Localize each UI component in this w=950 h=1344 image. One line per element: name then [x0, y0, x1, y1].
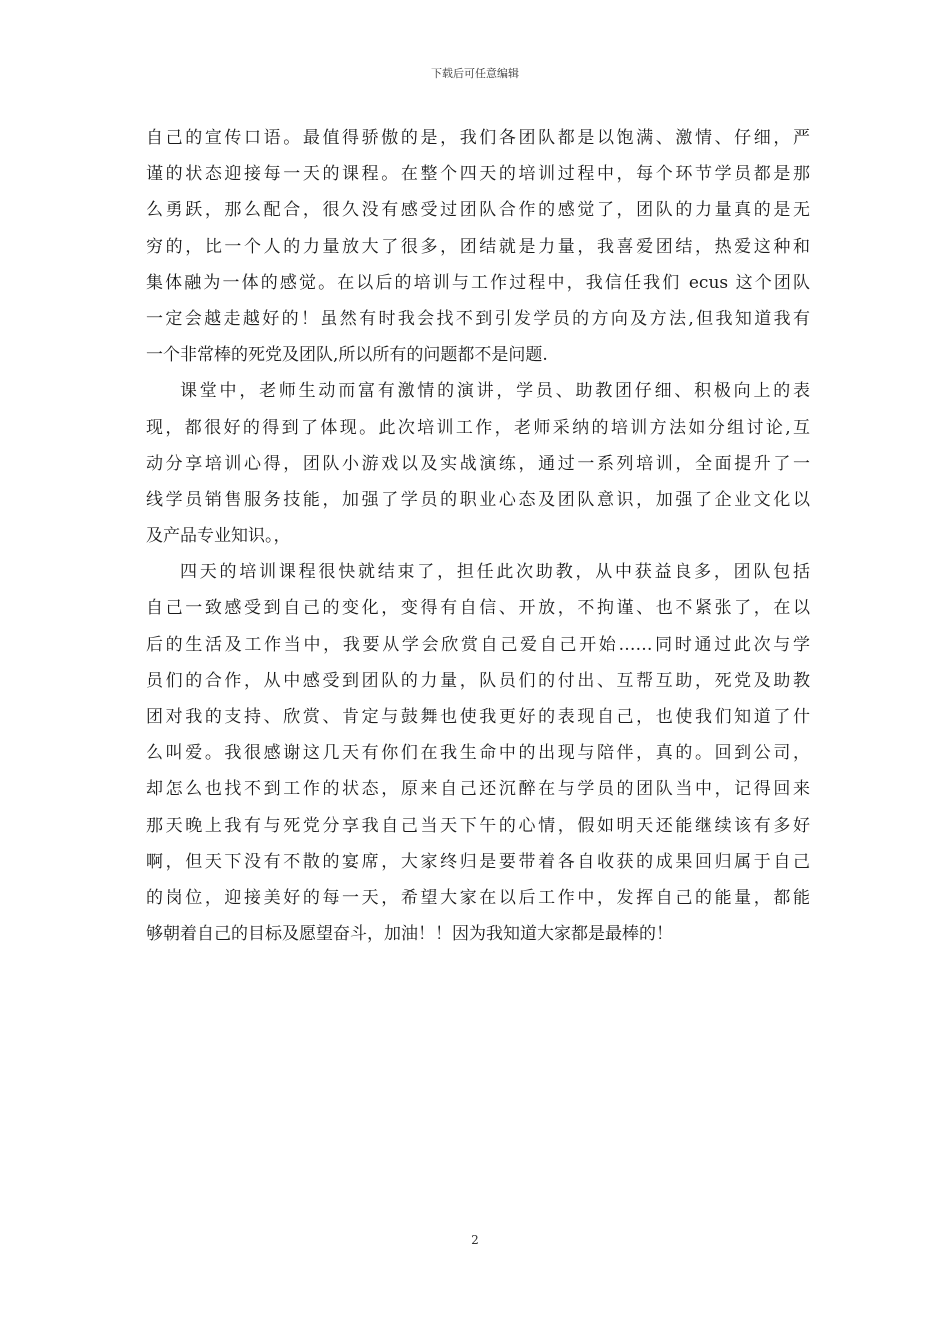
text-line: 穷的，比一个人的力量放大了很多，团结就是力量，我喜爱团结，热爱这种和 [146, 236, 810, 257]
text-line: 及产品专业知识。， [146, 526, 291, 547]
text-line: 线学员销售服务技能，加强了学员的职业心态及团队意识，加强了企业文化以 [146, 489, 810, 510]
document-body [146, 120, 810, 952]
paragraph-1 [146, 120, 810, 373]
text-line: 后的生活及工作当中，我要从学会欣赏自己爱自己开始……同时通过此次与学 [146, 634, 810, 655]
text-line: 自己的宣传口语。最值得骄傲的是，我们各团队都是以饱满、激情、仔细，严 [146, 128, 810, 148]
text-line: 却怎么也找不到工作的状态，原来自己还沉醉在与学员的团队当中，记得回来 [146, 779, 810, 800]
text-line: 那天晚上我有与死党分享我自己当天下午的心情，假如明天还能继续该有多好 [146, 815, 810, 836]
text-line: 够朝着自己的目标及愿望奋斗，加油！！因为我知道大家都是最棒的！ [146, 924, 673, 945]
text-line: 课堂中，老师生动而富有激情的演讲，学员、助教团仔细、积极向上的表 [180, 381, 810, 402]
text-line: 一个非常棒的死党及团队,所以所有的问题都不是问题. [146, 345, 548, 366]
text-line: 团对我的支持、欣赏、肯定与鼓舞也使我更好的表现自己，也使我们知道了什 [146, 707, 810, 727]
text-line: 自己一致感受到自己的变化，变得有自信、开放，不拘谨、也不紧张了，在以 [146, 598, 810, 619]
text-line: 员们的合作，从中感受到团队的力量，队员们的付出、互帮互助，死党及助教 [146, 670, 810, 691]
text-line: 现，都很好的得到了体现。此次培训工作，老师采纳的培训方法如分组讨论,互 [146, 417, 810, 438]
text-line: 集体融为一体的感觉。在以后的培训与工作过程中，我信任我们 ecus 这个团队 [146, 272, 810, 293]
page-number: 2 [471, 1233, 479, 1247]
page-header: 下载后可任意编辑 [431, 67, 519, 80]
text-line: 的岗位，迎接美好的每一天，希望大家在以后工作中，发挥自己的能量，都能 [146, 887, 810, 908]
text-line: 么叫爱。我很感谢这几天有你们在我生命中的出现与陪伴，真的。回到公司， [146, 743, 810, 764]
text-line: 么勇跃，那么配合，很久没有感受过团队合作的感觉了，团队的力量真的是无 [146, 200, 810, 221]
paragraph-3 [146, 554, 810, 952]
text-line: 四天的培训课程很快就结束了，担任此次助教，从中获益良多，团队包括 [180, 562, 810, 583]
paragraph-2 [146, 373, 810, 554]
text-line: 谨的状态迎接每一天的课程。在整个四天的培训过程中，每个环节学员都是那 [146, 164, 810, 185]
text-line: 啊，但天下没有不散的宴席，大家终归是要带着各自收获的成果回归属于自己 [146, 851, 810, 872]
text-line: 动分享培训心得，团队小游戏以及实战演练，通过一系列培训，全面提升了一 [146, 453, 810, 474]
text-line: 一定会越走越好的！虽然有时我会找不到引发学员的方向及方法,但我知道我有 [146, 308, 810, 329]
